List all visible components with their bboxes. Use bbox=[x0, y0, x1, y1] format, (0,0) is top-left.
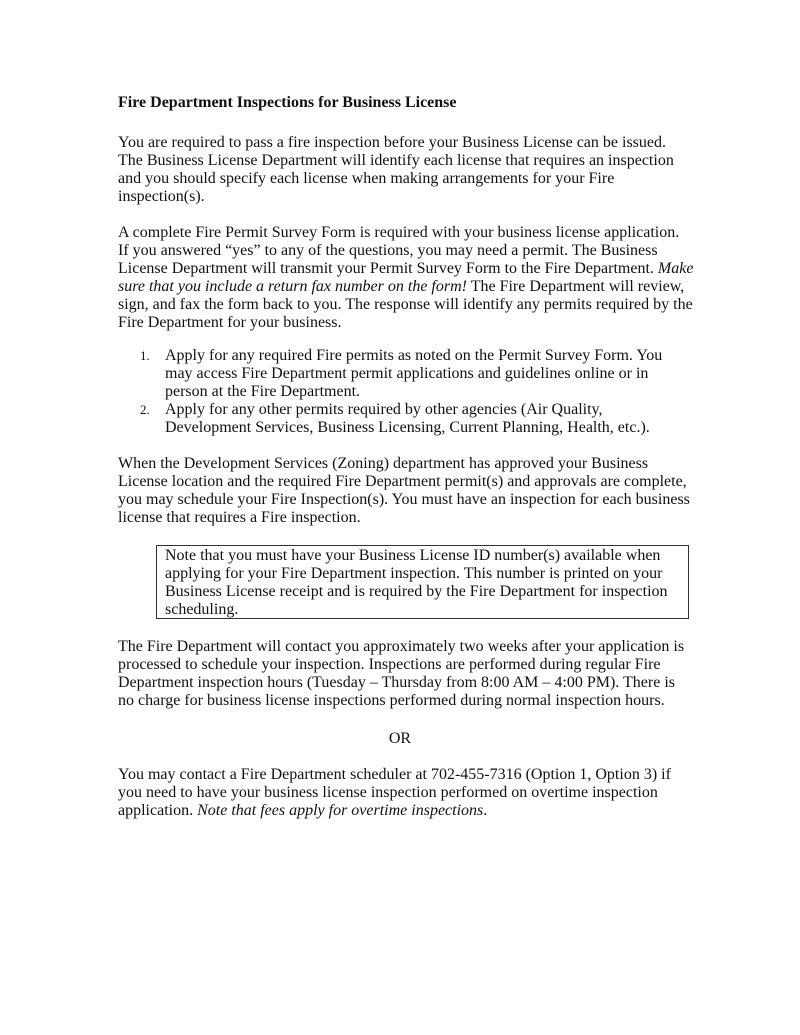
text-segment: The Fire Department will contact you approximately two weeks after your application is bbox=[118, 638, 685, 655]
text-line bbox=[118, 242, 693, 260]
survey-form-paragraph bbox=[118, 224, 693, 332]
text-segment: Fire Department for your business. bbox=[118, 314, 342, 331]
text-segment: sign, and fax the form back to you. The response will identify any permits required by the bbox=[118, 296, 693, 313]
text-segment: Apply for any required Fire permits as noted on the Permit Survey Form. You bbox=[165, 347, 663, 364]
list-item-other-permits bbox=[165, 401, 650, 437]
text-segment: The Fire Department will review, bbox=[466, 278, 685, 295]
text-segment: may access Fire Department permit applications and guidelines online or in bbox=[165, 365, 649, 382]
text-line bbox=[165, 583, 668, 601]
italic-text: Note that fees apply for overtime inspections bbox=[197, 802, 484, 819]
text-line bbox=[165, 601, 668, 619]
document-title: Fire Department Inspections for Business License bbox=[118, 94, 457, 111]
text-line bbox=[118, 674, 684, 692]
list-number-2: 2. bbox=[140, 402, 150, 417]
text-line bbox=[118, 260, 693, 278]
text-line bbox=[118, 314, 693, 332]
overtime-paragraph bbox=[118, 766, 671, 820]
text-segment: Business License receipt and is required by the Fire Department for inspection bbox=[165, 583, 668, 600]
text-segment: you may schedule your Fire Inspection(s). You must have an inspection for each business bbox=[118, 491, 690, 508]
text-segment: Department inspection hours (Tuesday – Thursday from 8:00 AM – 4:00 PM). There is bbox=[118, 674, 675, 691]
text-segment: Apply for any other permits required by other agencies (Air Quality, bbox=[165, 401, 603, 418]
text-segment: Note that you must have your Business License ID number(s) available when bbox=[165, 547, 661, 564]
text-line bbox=[118, 692, 684, 710]
text-line bbox=[118, 188, 674, 206]
text-line bbox=[118, 491, 690, 509]
text-line bbox=[118, 509, 690, 527]
text-line bbox=[118, 638, 684, 656]
text-line bbox=[118, 170, 674, 188]
text-segment: License Department will transmit your Permit Survey Form to the Fire Department. bbox=[118, 260, 658, 277]
text-segment: License location and the required Fire Department permit(s) and approvals are complete, bbox=[118, 473, 687, 490]
text-segment: person at the Fire Department. bbox=[165, 383, 361, 400]
text-line bbox=[165, 347, 662, 365]
text-line bbox=[165, 565, 668, 583]
text-segment: You may contact a Fire Department scheduler at 702-455-7316 (Option 1, Option 3) if bbox=[118, 766, 671, 783]
text-segment: applying for your Fire Department inspection. This number is printed on your bbox=[165, 565, 663, 582]
list-item-fire-permits bbox=[165, 347, 662, 401]
text-line bbox=[165, 383, 662, 401]
text-line bbox=[118, 766, 671, 784]
text-line bbox=[118, 296, 693, 314]
text-line bbox=[118, 802, 671, 820]
text-line bbox=[165, 401, 650, 419]
note-text bbox=[165, 547, 668, 619]
text-line bbox=[118, 473, 690, 491]
text-line bbox=[165, 365, 662, 383]
text-segment: license that requires a Fire inspection. bbox=[118, 509, 361, 526]
intro-paragraph bbox=[118, 134, 674, 206]
text-line bbox=[118, 656, 684, 674]
text-line bbox=[118, 455, 690, 473]
italic-text: Make bbox=[657, 260, 694, 277]
italic-text: sure that you include a return fax number on the form! bbox=[118, 278, 467, 295]
text-line bbox=[118, 224, 693, 242]
text-segment: no charge for business license inspections performed during normal inspection hours. bbox=[118, 692, 665, 709]
text-segment: A complete Fire Permit Survey Form is required with your business license application. bbox=[118, 224, 680, 241]
text-segment: If you answered “yes” to any of the questions, you may need a permit. The Business bbox=[118, 242, 658, 259]
text-line bbox=[165, 419, 650, 437]
list-number-1: 1. bbox=[140, 348, 150, 363]
text-line bbox=[118, 134, 674, 152]
text-segment: Development Services, Business Licensing, Current Planning, Health, etc.). bbox=[165, 419, 650, 436]
text-segment: You are required to pass a fire inspection before your Business License can be issued. bbox=[118, 134, 666, 151]
text-line bbox=[165, 547, 668, 565]
text-segment: application. bbox=[118, 802, 198, 819]
text-segment: processed to schedule your inspection. Inspections are performed during regular Fire bbox=[118, 656, 661, 673]
text-segment: The Business License Department will identify each license that requires an inspection bbox=[118, 152, 674, 169]
text-segment: and you should specify each license when making arrangements for your Fire bbox=[118, 170, 615, 187]
text-segment: When the Development Services (Zoning) department has approved your Business bbox=[118, 455, 649, 472]
scheduling-paragraph bbox=[118, 455, 690, 527]
text-segment: you need to have your business license inspection performed on overtime inspection bbox=[118, 784, 658, 801]
or-separator: OR bbox=[388, 730, 412, 747]
text-line bbox=[118, 152, 674, 170]
text-line bbox=[118, 278, 693, 296]
text-segment: . bbox=[483, 802, 488, 819]
text-segment: scheduling. bbox=[165, 601, 239, 618]
contact-paragraph bbox=[118, 638, 684, 710]
text-segment: inspection(s). bbox=[118, 188, 205, 205]
text-line bbox=[118, 784, 671, 802]
